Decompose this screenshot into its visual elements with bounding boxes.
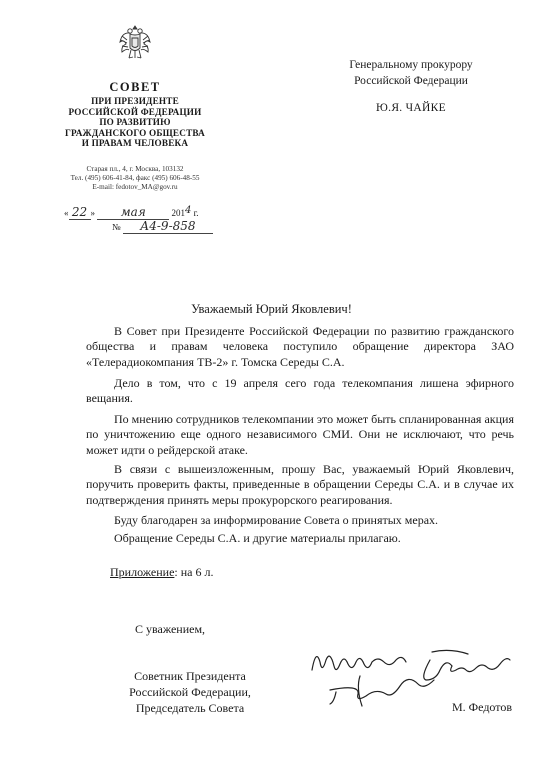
signatory-title-line: Советник Президента (134, 669, 246, 683)
attachment-label: Приложение (110, 565, 175, 579)
org-email: E-mail: fedotov_MA@gov.ru (92, 183, 178, 191)
attachment-value: : на 6 л. (174, 565, 214, 579)
signatory-title (100, 668, 280, 716)
addressee-line: Генеральному прокурору (349, 59, 473, 71)
body-paragraph: Буду благодарен за информирование Совета о принятых мерах. (114, 513, 439, 527)
signatory-title-line: Председатель Совета (135, 701, 245, 715)
closing-phrase: С уважением, (135, 622, 206, 636)
ref-prefix: № (112, 222, 121, 232)
body-paragraph: Обращение Середы С.А. и другие материалы прилагаю. (114, 531, 401, 545)
coat-of-arms-emblem (118, 22, 152, 62)
org-line: И ПРАВАМ ЧЕЛОВЕКА (81, 138, 189, 148)
attachment-note (110, 565, 213, 580)
org-address: Старая пл., 4, г. Москва, 103132 (86, 165, 184, 173)
letter-ref-number (112, 219, 213, 234)
org-contacts (40, 165, 230, 192)
salutation: Уважаемый Юрий Яковлевич! (191, 302, 352, 316)
org-line: РОССИЙСКОЙ ФЕДЕРАЦИИ (68, 106, 202, 117)
org-phone: Тел. (495) 606-41-84, факс (495) 606-48-55 (70, 174, 200, 182)
date-year-unit: г. (193, 208, 199, 218)
date-month: мая (97, 205, 169, 220)
body-paragraph: В связи с вышеизложенным, прошу Вас, уважаемый Юрий Яковлевич, поручить проверить факты, приведенные в обращении Середы С.А. и в случае их подтверждения принять меры прокурорского реагирования. (86, 462, 514, 507)
letter-date (64, 205, 199, 220)
date-year-suffix: 4 (185, 205, 192, 216)
org-line: ПО РАЗВИТИЮ (99, 117, 171, 127)
org-title: СОВЕТ (109, 80, 161, 94)
date-close-quote: » (90, 208, 95, 218)
body-paragraph: Дело в том, что с 19 апреля сего года телекомпания лишена эфирного вещания. (86, 376, 514, 406)
org-line: ПРИ ПРЕЗИДЕНТЕ (91, 96, 179, 106)
addressee-name: Ю.Я. ЧАЙКЕ (376, 102, 446, 114)
date-open-quote: « (64, 208, 69, 218)
addressee-block (326, 58, 496, 89)
body-paragraph: По мнению сотрудников телекомпании это может быть спланированная акция по уничтожению еще одного независимого СМИ. Они не исключают, что речь может идти о рейдерской атаке. (86, 412, 514, 457)
body-paragraph: В Совет при Президенте Российской Федерации по развитию гражданского общества и правам человека поступило обращение директора ЗАО «Телерадиокомпания ТВ-2» г. Томска Середы С.А. (86, 324, 514, 369)
org-line: ГРАЖДАНСКОГО ОБЩЕСТВА (65, 127, 205, 138)
signatory-title-line: Российской Федерации, (129, 685, 251, 699)
org-name-block (50, 96, 220, 149)
addressee-line: Российской Федерации (354, 74, 468, 87)
date-day: 22 (69, 205, 91, 220)
date-year-prefix: 201 (171, 208, 185, 218)
signatory-name: М. Федотов (452, 700, 513, 714)
ref-number: А4-9-858 (123, 219, 213, 234)
